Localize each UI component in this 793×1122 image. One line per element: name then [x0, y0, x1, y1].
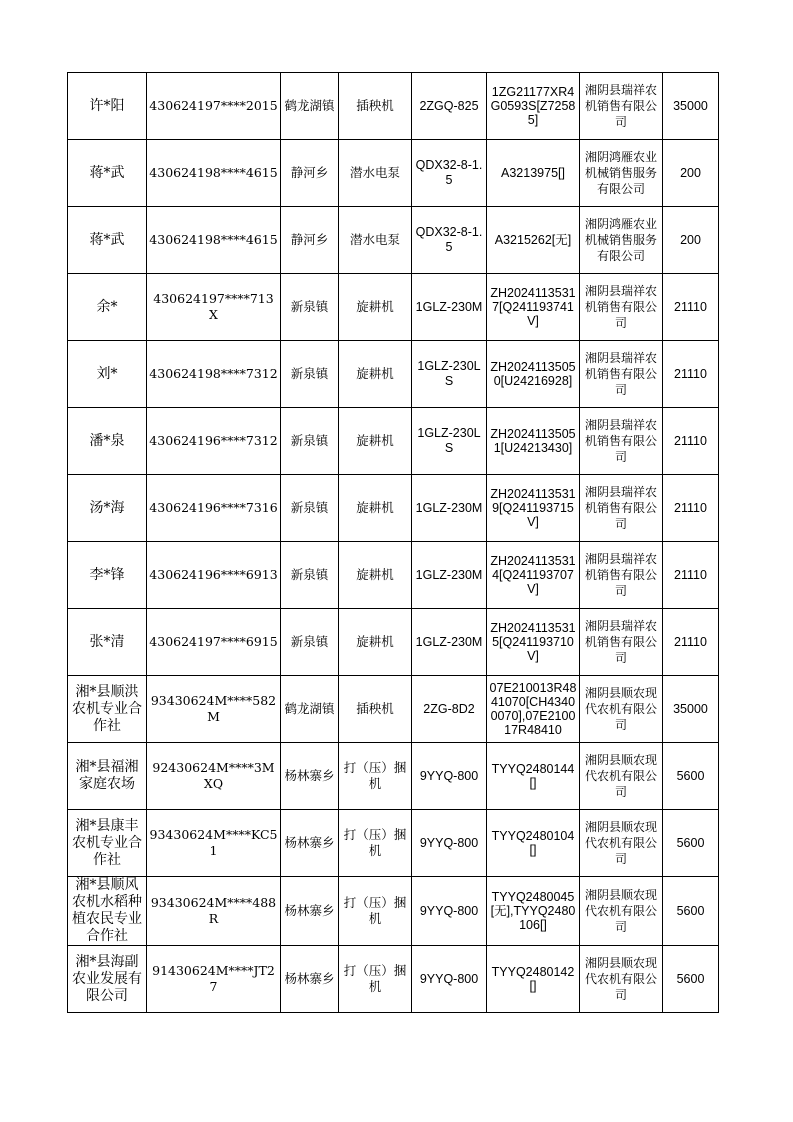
- applicant-name-cell: 湘*县顺洪农机专业合作社: [68, 676, 147, 743]
- township-cell: 新泉镇: [281, 408, 339, 475]
- subsidy-amount-cell: 21110: [663, 542, 719, 609]
- township-cell: 鹤龙湖镇: [281, 73, 339, 140]
- township-cell: 杨林寨乡: [281, 946, 339, 1013]
- subsidy-amount-cell: 200: [663, 207, 719, 274]
- township-cell: 新泉镇: [281, 609, 339, 676]
- subsidy-amount-cell: 5600: [663, 743, 719, 810]
- serial-number-cell: TYYQ2480045[无],TYYQ2480106[]: [487, 877, 580, 946]
- machine-type-cell: 潜水电泵: [339, 140, 412, 207]
- township-cell: 新泉镇: [281, 475, 339, 542]
- table-row: [68, 609, 719, 676]
- machine-type-cell: 插秧机: [339, 73, 412, 140]
- applicant-name-cell: 湘*县福湘家庭农场: [68, 743, 147, 810]
- model-cell: 9YYQ-800: [412, 946, 487, 1013]
- serial-number-cell: TYYQ2480142[]: [487, 946, 580, 1013]
- id-number-cell: 430624197****6915: [147, 609, 281, 676]
- dealer-cell: 湘阴县瑞祥农机销售有限公司: [580, 341, 663, 408]
- dealer-cell: 湘阴县瑞祥农机销售有限公司: [580, 408, 663, 475]
- machine-type-cell: 打（压）捆机: [339, 946, 412, 1013]
- id-number-cell: 430624198****4615: [147, 207, 281, 274]
- machine-type-cell: 打（压）捆机: [339, 743, 412, 810]
- serial-number-cell: ZH20241135317[Q241193741V]: [487, 274, 580, 341]
- id-number-cell: 430624197****2015: [147, 73, 281, 140]
- machine-type-cell: 旋耕机: [339, 341, 412, 408]
- machine-type-cell: 旋耕机: [339, 475, 412, 542]
- township-cell: 新泉镇: [281, 341, 339, 408]
- model-cell: QDX32-8-1.5: [412, 207, 487, 274]
- dealer-cell: 湘阴县顺农现代农机有限公司: [580, 946, 663, 1013]
- township-cell: 新泉镇: [281, 274, 339, 341]
- id-number-cell: 93430624M****582M: [147, 676, 281, 743]
- applicant-name-cell: 湘*县康丰农机专业合作社: [68, 810, 147, 877]
- subsidy-amount-cell: 21110: [663, 274, 719, 341]
- model-cell: 1GLZ-230M: [412, 475, 487, 542]
- dealer-cell: 湘阴鸿雁农业机械销售服务有限公司: [580, 207, 663, 274]
- machine-type-cell: 潜水电泵: [339, 207, 412, 274]
- serial-number-cell: ZH20241135319[Q241193715V]: [487, 475, 580, 542]
- table-row: [68, 341, 719, 408]
- table-row: [68, 676, 719, 743]
- table-row: [68, 73, 719, 140]
- subsidy-amount-cell: 35000: [663, 676, 719, 743]
- id-number-cell: 430624196****6913: [147, 542, 281, 609]
- model-cell: 1GLZ-230M: [412, 542, 487, 609]
- dealer-cell: 湘阴县顺农现代农机有限公司: [580, 676, 663, 743]
- subsidy-amount-cell: 21110: [663, 408, 719, 475]
- id-number-cell: 430624196****7316: [147, 475, 281, 542]
- applicant-name-cell: 潘*泉: [68, 408, 147, 475]
- dealer-cell: 湘阴县瑞祥农机销售有限公司: [580, 274, 663, 341]
- subsidy-amount-cell: 21110: [663, 341, 719, 408]
- table-row: [68, 542, 719, 609]
- machine-type-cell: 打（压）捆机: [339, 877, 412, 946]
- model-cell: 9YYQ-800: [412, 810, 487, 877]
- machine-type-cell: 旋耕机: [339, 609, 412, 676]
- model-cell: 1GLZ-230LS: [412, 408, 487, 475]
- dealer-cell: 湘阴县瑞祥农机销售有限公司: [580, 609, 663, 676]
- machine-type-cell: 旋耕机: [339, 274, 412, 341]
- applicant-name-cell: 蒋*武: [68, 207, 147, 274]
- model-cell: 9YYQ-800: [412, 877, 487, 946]
- dealer-cell: 湘阴县顺农现代农机有限公司: [580, 877, 663, 946]
- applicant-name-cell: 李*锋: [68, 542, 147, 609]
- serial-number-cell: 07E210013R4841070[CH43400070],07E210017R48410: [487, 676, 580, 743]
- model-cell: 1GLZ-230LS: [412, 341, 487, 408]
- id-number-cell: 91430624M****JT27: [147, 946, 281, 1013]
- id-number-cell: 93430624M****KC51: [147, 810, 281, 877]
- model-cell: 2ZG-8D2: [412, 676, 487, 743]
- model-cell: 9YYQ-800: [412, 743, 487, 810]
- serial-number-cell: A3215262[无]: [487, 207, 580, 274]
- township-cell: 新泉镇: [281, 542, 339, 609]
- applicant-name-cell: 张*清: [68, 609, 147, 676]
- table-row: [68, 207, 719, 274]
- applicant-name-cell: 汤*海: [68, 475, 147, 542]
- table-row: [68, 810, 719, 877]
- subsidy-amount-cell: 21110: [663, 475, 719, 542]
- model-cell: 1GLZ-230M: [412, 609, 487, 676]
- township-cell: 鹤龙湖镇: [281, 676, 339, 743]
- serial-number-cell: ZH20241135050[U24216928]: [487, 341, 580, 408]
- table-body: [68, 73, 719, 1013]
- subsidy-amount-cell: 5600: [663, 810, 719, 877]
- subsidy-amount-cell: 21110: [663, 609, 719, 676]
- table-row: [68, 140, 719, 207]
- dealer-cell: 湘阴县顺农现代农机有限公司: [580, 810, 663, 877]
- machine-type-cell: 旋耕机: [339, 542, 412, 609]
- township-cell: 杨林寨乡: [281, 877, 339, 946]
- applicant-name-cell: 蒋*武: [68, 140, 147, 207]
- machine-type-cell: 旋耕机: [339, 408, 412, 475]
- id-number-cell: 430624198****7312: [147, 341, 281, 408]
- serial-number-cell: TYYQ2480104[]: [487, 810, 580, 877]
- dealer-cell: 湘阴县瑞祥农机销售有限公司: [580, 73, 663, 140]
- dealer-cell: 湘阴县顺农现代农机有限公司: [580, 743, 663, 810]
- id-number-cell: 92430624M****3MXQ: [147, 743, 281, 810]
- serial-number-cell: ZH20241135051[U24213430]: [487, 408, 580, 475]
- applicant-name-cell: 余*: [68, 274, 147, 341]
- dealer-cell: 湘阴县瑞祥农机销售有限公司: [580, 542, 663, 609]
- subsidy-table: [67, 72, 719, 1013]
- subsidy-amount-cell: 5600: [663, 946, 719, 1013]
- township-cell: 杨林寨乡: [281, 743, 339, 810]
- applicant-name-cell: 刘*: [68, 341, 147, 408]
- table-row: [68, 475, 719, 542]
- serial-number-cell: TYYQ2480144[]: [487, 743, 580, 810]
- id-number-cell: 430624197****713X: [147, 274, 281, 341]
- table-row: [68, 408, 719, 475]
- subsidy-amount-cell: 35000: [663, 73, 719, 140]
- table-row: [68, 274, 719, 341]
- model-cell: 2ZGQ-825: [412, 73, 487, 140]
- serial-number-cell: ZH20241135315[Q241193710V]: [487, 609, 580, 676]
- table-row: [68, 877, 719, 946]
- township-cell: 静河乡: [281, 207, 339, 274]
- machine-type-cell: 插秧机: [339, 676, 412, 743]
- serial-number-cell: 1ZG21177XR4G0593S[Z72585]: [487, 73, 580, 140]
- machine-type-cell: 打（压）捆机: [339, 810, 412, 877]
- dealer-cell: 湘阴县瑞祥农机销售有限公司: [580, 475, 663, 542]
- dealer-cell: 湘阴鸿雁农业机械销售服务有限公司: [580, 140, 663, 207]
- id-number-cell: 93430624M****488R: [147, 877, 281, 946]
- township-cell: 杨林寨乡: [281, 810, 339, 877]
- applicant-name-cell: 湘*县顺风农机水稻种植农民专业合作社: [68, 877, 147, 946]
- id-number-cell: 430624196****7312: [147, 408, 281, 475]
- applicant-name-cell: 湘*县海副农业发展有限公司: [68, 946, 147, 1013]
- serial-number-cell: ZH20241135314[Q241193707V]: [487, 542, 580, 609]
- serial-number-cell: A3213975[]: [487, 140, 580, 207]
- applicant-name-cell: 许*阳: [68, 73, 147, 140]
- model-cell: QDX32-8-1.5: [412, 140, 487, 207]
- table-row: [68, 743, 719, 810]
- table-row: [68, 946, 719, 1013]
- id-number-cell: 430624198****4615: [147, 140, 281, 207]
- subsidy-amount-cell: 5600: [663, 877, 719, 946]
- township-cell: 静河乡: [281, 140, 339, 207]
- model-cell: 1GLZ-230M: [412, 274, 487, 341]
- subsidy-amount-cell: 200: [663, 140, 719, 207]
